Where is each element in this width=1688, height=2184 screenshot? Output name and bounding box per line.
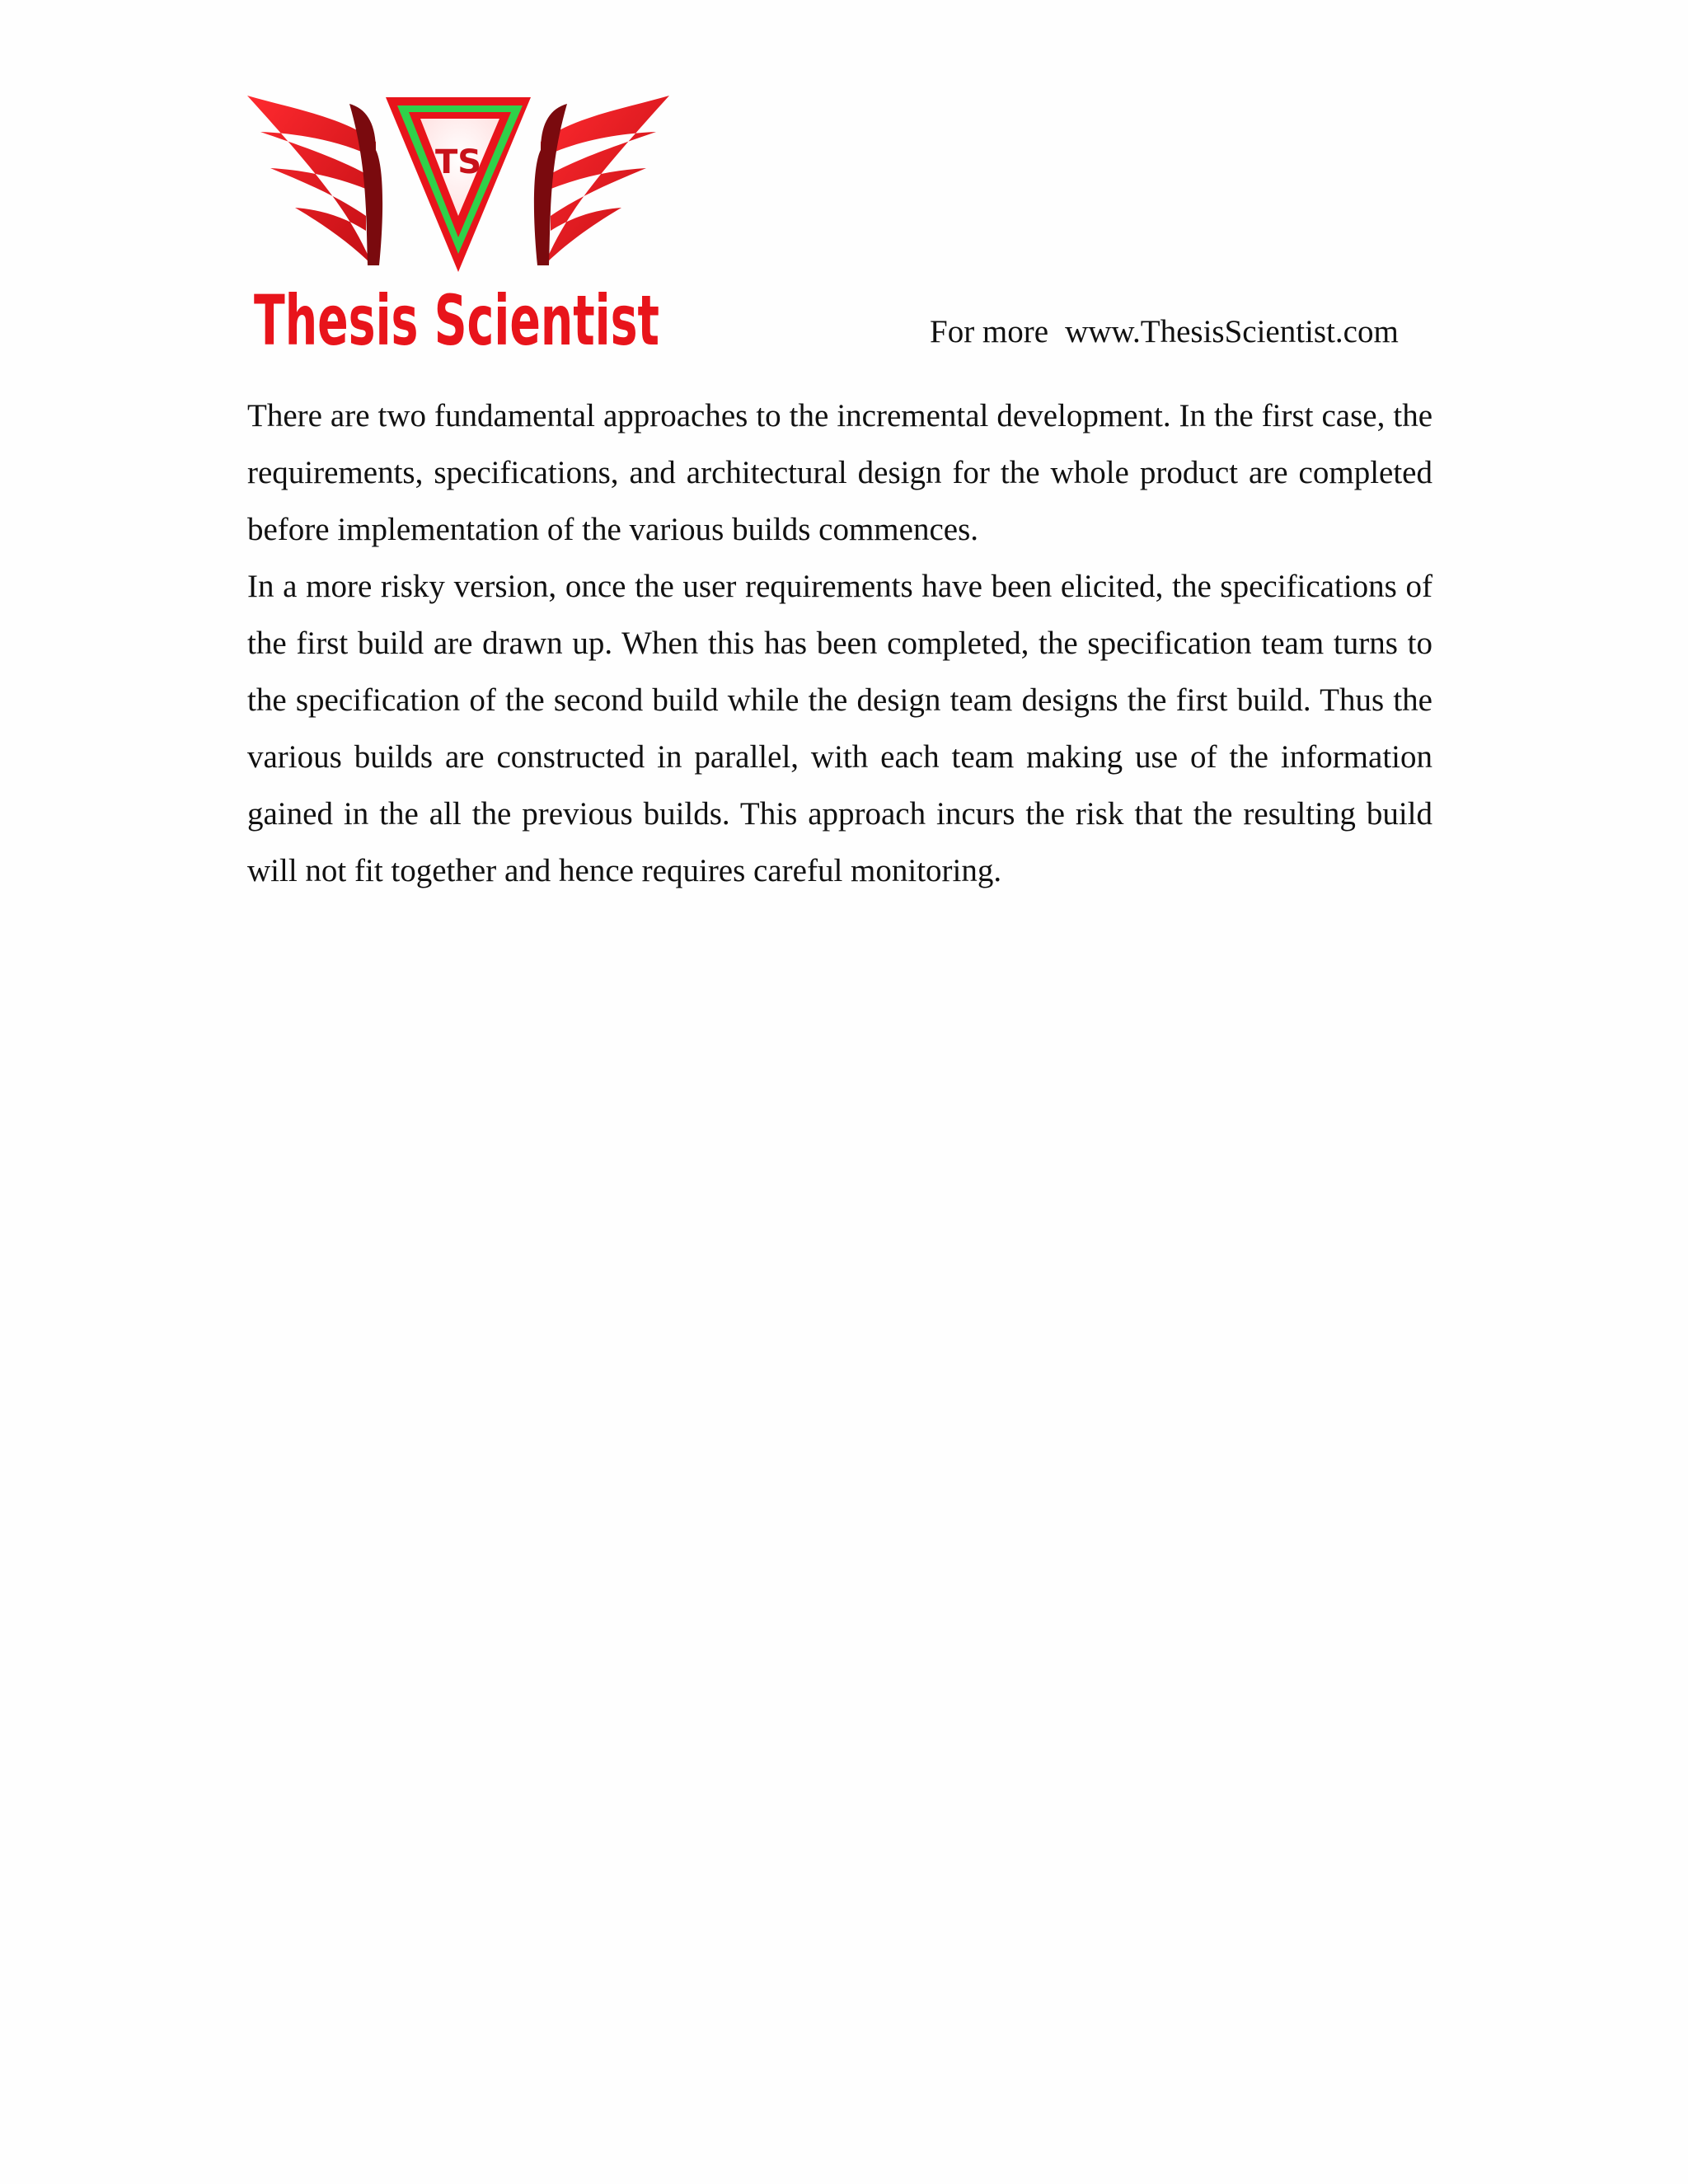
right-wing-icon: [534, 96, 669, 265]
body-text: [247, 387, 1432, 899]
thesis-scientist-logo: [244, 92, 673, 361]
website-link[interactable]: www.ThesisScientist.com: [1065, 314, 1399, 349]
header-website-line: [930, 313, 1399, 350]
logo-wordmark: Thesis Scientist: [254, 280, 659, 361]
more-label: For more: [930, 314, 1049, 349]
logo-monogram: TS: [434, 143, 482, 181]
paragraph-1: There are two fundamental approaches to the incremental development. In the first case, the requirements, specifications, and architectural design for the whole product are completed before implementation of the various builds commences.: [247, 398, 1432, 547]
left-wing-icon: [247, 96, 382, 265]
logo-graphic: [244, 92, 673, 361]
paragraph-2: In a more risky version, once the user requirements have been elicited, the specifications of the first build are drawn up. When this has been completed, the specification team turns to the specification of the second build while the design team designs the first build. Thus the various builds are constructed in parallel, with each team making use of the information gained in the all the previous builds. This approach incurs the risk that the resulting build will not fit together and hence requires careful monitoring.: [247, 569, 1432, 888]
triangle-emblem-icon: [386, 97, 531, 272]
